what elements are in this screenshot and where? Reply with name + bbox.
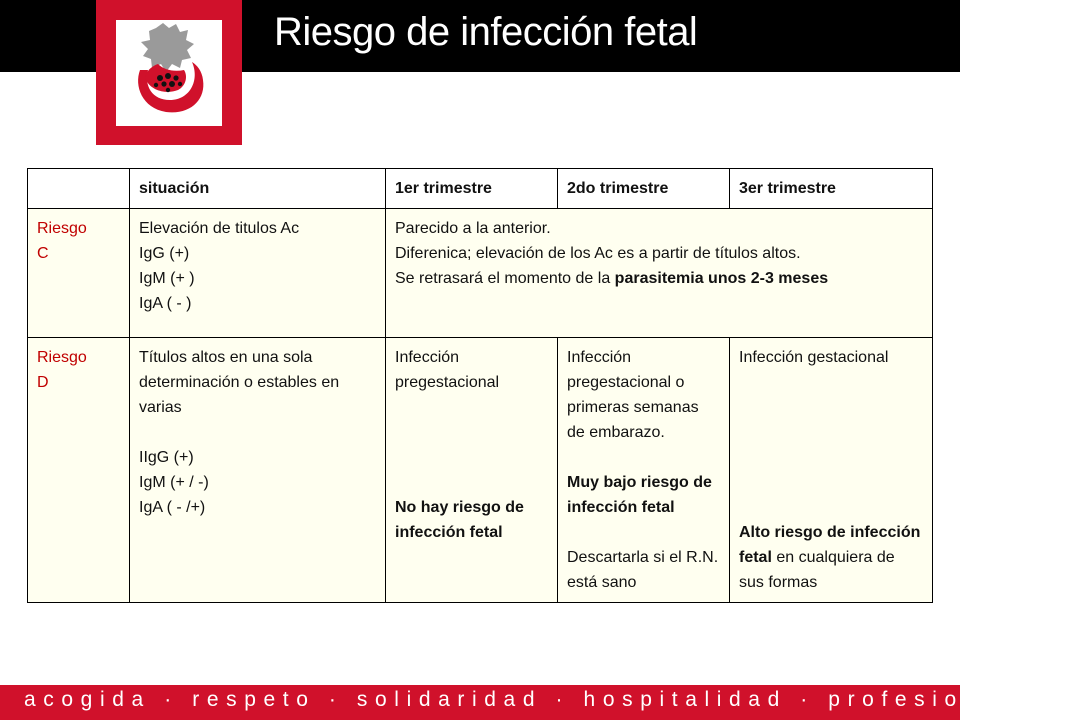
footer-values: acogida · respeto · solidaridad · hospitalidad · profesionalidad <box>24 688 1085 711</box>
t2-d-text: Infección pregestacional o primeras semanas de embarazo. <box>567 349 699 441</box>
table-row-riesgo-d <box>28 338 933 603</box>
slide-title: Riesgo de infección fetal <box>274 10 698 54</box>
situation-d-line: IgA ( - /+) <box>139 499 206 516</box>
t3-d-text: Infección gestacional <box>739 349 889 366</box>
hospital-logo <box>96 0 242 145</box>
merged-c-line1: Parecido a la anterior. <box>395 220 551 237</box>
merged-c-line3: Se retrasará el momento de la <box>395 270 615 287</box>
header-1er-trimestre: 1er trimestre <box>386 169 558 209</box>
header-2do-trimestre: 2do trimestre <box>558 169 730 209</box>
logo-emblem-icon <box>116 20 222 126</box>
table-header-row <box>28 169 933 209</box>
situation-c-line: IgM (+ ) <box>139 270 195 287</box>
risk-c-word: Riesgo <box>37 220 87 237</box>
situation-d-line: IIgG (+) <box>139 449 194 466</box>
trimester3-d <box>730 338 933 603</box>
merged-c-bold: parasitemia unos 2-3 meses <box>614 270 829 287</box>
risk-d-letter: D <box>37 374 49 391</box>
risk-label-d <box>28 338 130 603</box>
header-situacion: situación <box>130 169 386 209</box>
situation-c-line: IgG (+) <box>139 245 190 262</box>
situation-c-line: Elevación de titulos Ac <box>139 220 300 237</box>
t2-d-bold: Muy bajo riesgo de infección fetal <box>567 474 712 516</box>
t2-d-note: Descartarla si el R.N. está sano <box>567 549 719 591</box>
situation-d-line: IgM (+ / -) <box>139 474 209 491</box>
merged-c-line2: Diferenica; elevación de los Ac es a partir de títulos altos. <box>395 245 801 262</box>
situation-c <box>130 209 386 338</box>
logo-emblem <box>116 20 222 126</box>
t3-d-rest: en cualquiera de sus formas <box>739 549 895 591</box>
risk-d-word: Riesgo <box>37 349 87 366</box>
trimester1-d <box>386 338 558 603</box>
footer-bar <box>0 685 1085 720</box>
situation-d <box>130 338 386 603</box>
situation-c-line: IgA ( - ) <box>139 295 192 312</box>
t1-d-text: Infección pregestacional <box>395 349 500 391</box>
risk-table <box>27 168 933 688</box>
risk-c-letter: C <box>37 245 49 262</box>
trimesters-merged-c <box>386 209 933 338</box>
risk-label-c <box>28 209 130 338</box>
t3-d-bold: Alto riesgo de infección fetal <box>739 524 921 566</box>
t1-d-bold: No hay riesgo de infección fetal <box>395 499 524 541</box>
header-cell-empty <box>28 169 130 209</box>
table-row-riesgo-c <box>28 209 933 338</box>
situation-d-text: Títulos altos en una sola determinación o estables en varias <box>139 349 340 416</box>
header-3er-trimestre: 3er trimestre <box>730 169 933 209</box>
trimester2-d <box>558 338 730 603</box>
